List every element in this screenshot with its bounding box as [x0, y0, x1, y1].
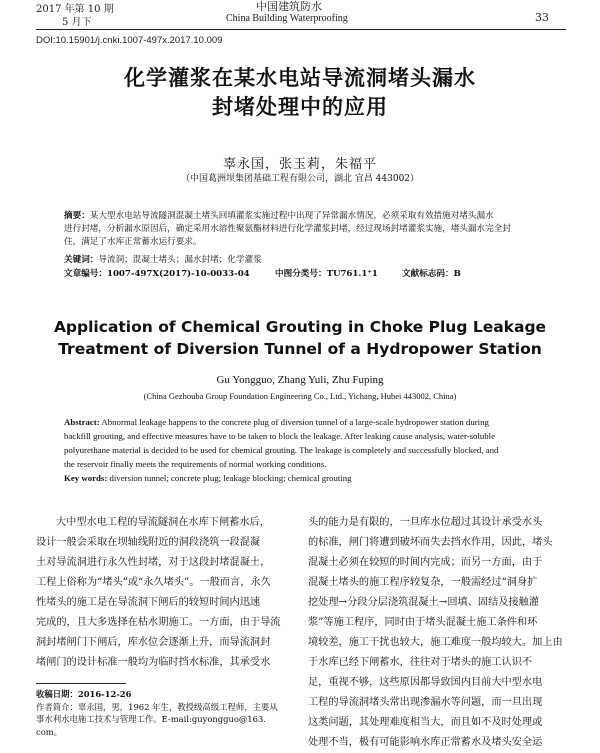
title-cn-line-1: 化学灌浆在某水电站导流洞堵头漏水: [124, 66, 476, 90]
body-line: 堵闸门的设计标准一般均为临时挡水标准，其承受水: [36, 657, 271, 668]
footnote: [36, 688, 298, 738]
body-line: 挖处理→分段分层浇筑混凝土→回填、固结及接触灌: [308, 597, 540, 608]
issue-month: 5 月下: [62, 17, 92, 28]
body-line: 土对导流洞进行永久性封堵，对于这段封堵混凝土，: [36, 557, 271, 568]
body-left-column: [36, 513, 298, 673]
body-line: 这类问题，其处理难度相当大，而且如不及时处理或: [308, 717, 543, 728]
abstract-en-label: Abstract:: [64, 417, 100, 427]
doc-number: 文章编号：1007-497X(2017)-10-0033-04: [64, 269, 250, 279]
body-line: 工程上俗称为“堵头”或“永久堵头”。一般而言，永久: [36, 577, 271, 588]
body-line: 于水库已经下闸蓄水，往往对于堵头的施工认识不: [308, 657, 533, 668]
body-line: 混凝土必须在较短的时间内完成；而另一方面，由于: [308, 557, 543, 568]
issue-info: 2017 年第 10 期: [36, 4, 114, 15]
abstract-en-line: the reservoir finally meets the requirements of normal working conditions.: [64, 459, 327, 469]
title-en-line-2: Treatment of Diversion Tunnel of a Hydropower Station: [58, 340, 542, 358]
body-line: 性堵头的施工是在导流洞下闸后的较短时间内迅速: [36, 597, 261, 608]
body-line: 境较差，施工干扰也较大，施工难度一般均较大。加上由: [308, 637, 563, 648]
author-bio-line: 作者简介：辜永国，男，1962 年生，教授级高级工程师，主要从: [36, 701, 278, 712]
keywords-en-label: Key words:: [64, 473, 108, 483]
abstract-cn-line: 某大型水电站导流隧洞混凝土堵头回填灌浆实施过程中出现了异常漏水情况，必须采取有效措施对堵头漏水: [89, 211, 494, 221]
body-line: 工程的导流洞堵头常出现渗漏水等问题，而一旦出现: [308, 697, 543, 708]
affiliation-cn: （中国葛洲坝集团基础工程有限公司，湖北 宜昌 443002）: [180, 174, 420, 184]
document-code: 文献标志码：B: [402, 269, 461, 279]
body-line: 头的能力是有限的，一旦库水位超过其设计承受水头: [308, 517, 543, 528]
journal-name-cn: 中国建筑防水: [256, 0, 322, 13]
body-line: 大中型水电工程的导流隧洞在水库下闸蓄水后，: [56, 517, 270, 528]
author-bio-line: com。: [36, 726, 63, 737]
page-number: 33: [535, 11, 549, 24]
keywords-cn-label: 关键词：: [64, 255, 99, 265]
clc-number: 中图分类号：TU761.1⁺1: [275, 269, 378, 279]
journal-name-en: China Building Waterproofing: [226, 13, 348, 24]
header-rule: [36, 29, 566, 30]
authors-en: Gu Yongguo, Zhang Yuli, Zhu Fuping: [216, 374, 384, 386]
body-line: 完成的，且大多选择在枯水期施工。一方面，由于导流: [36, 617, 281, 628]
abstract-en-line: Abnormal leakage happens to the concrete plug of diversion tunnel of a large-scale hydropower station during: [101, 417, 489, 427]
abstract-cn-line: 进行封堵，分析漏水原因后，确定采用水溶性聚氨酯材料进行化学灌浆封堵，经过现场封堵灌浆实施，堵头漏水完全封: [64, 224, 511, 234]
abstract-cn-line: 住，满足了水库正常蓄水运行要求。: [64, 237, 202, 247]
body-line: 的标准，闸门将遭到破坏而失去挡水作用，因此，堵头: [308, 537, 553, 548]
body-line: 洞封堵闸门下闸后，库水位会逐渐上升，而导流洞封: [36, 637, 271, 648]
abstract-cn-label: 摘要：: [64, 211, 90, 221]
author-bio-line: 事水利水电施工技术与管理工作。E-mail:guyongguo@163.: [36, 714, 266, 724]
affiliation-en: (China Gezhouba Group Foundation Engineering Co., Ltd., Yichang, Hubei 443002, China): [143, 391, 457, 401]
footnote-rule: [36, 683, 126, 684]
authors-cn: 辜永国，张玉莉，朱福平: [222, 157, 377, 172]
body-right-column: [308, 513, 570, 753]
keywords-cn-text: 导流洞；混凝土堵头；漏水封堵；化学灌浆: [98, 255, 262, 265]
body-line: 混凝土堵头的施工程序较复杂，一般需经过“洞身扩: [308, 577, 538, 588]
body-line: 足，重视不够，这些原因都导致国内目前大中型水电: [308, 677, 543, 688]
title-cn-line-2: 封堵处理中的应用: [212, 95, 388, 119]
doi: DOI:10.15901/j.cnki.1007-497x.2017.10.009: [36, 35, 223, 46]
abstract-en: [64, 415, 539, 485]
keywords-en-text: diversion tunnel; concrete plug; leakage blocking; chemical grouting: [109, 473, 352, 483]
abstract-en-line: polyurethane material is decided to be used for chemical grouting. The leakage is completely and successfully blocked, and: [64, 445, 499, 455]
abstract-cn: [64, 210, 544, 249]
received-date: 收稿日期：2016-12-26: [36, 689, 132, 699]
abstract-en-line: backfill grouting, and effective measures have to be taken to block the leakage. After leaking cause analysis, water-soluble: [64, 431, 496, 441]
body-line: 设计一般会采取在坝轴线附近的洞段浇筑一段混凝: [36, 537, 261, 548]
body-line: 浆”等施工程序，同时由于堵头混凝土施工条件和环: [308, 617, 538, 628]
keywords-cn: [64, 254, 262, 267]
body-line: 处理不当，极有可能影响水库正常蓄水及堵头安全运: [308, 737, 543, 748]
title-en-line-1: Application of Chemical Grouting in Choke Plug Leakage: [53, 318, 547, 336]
